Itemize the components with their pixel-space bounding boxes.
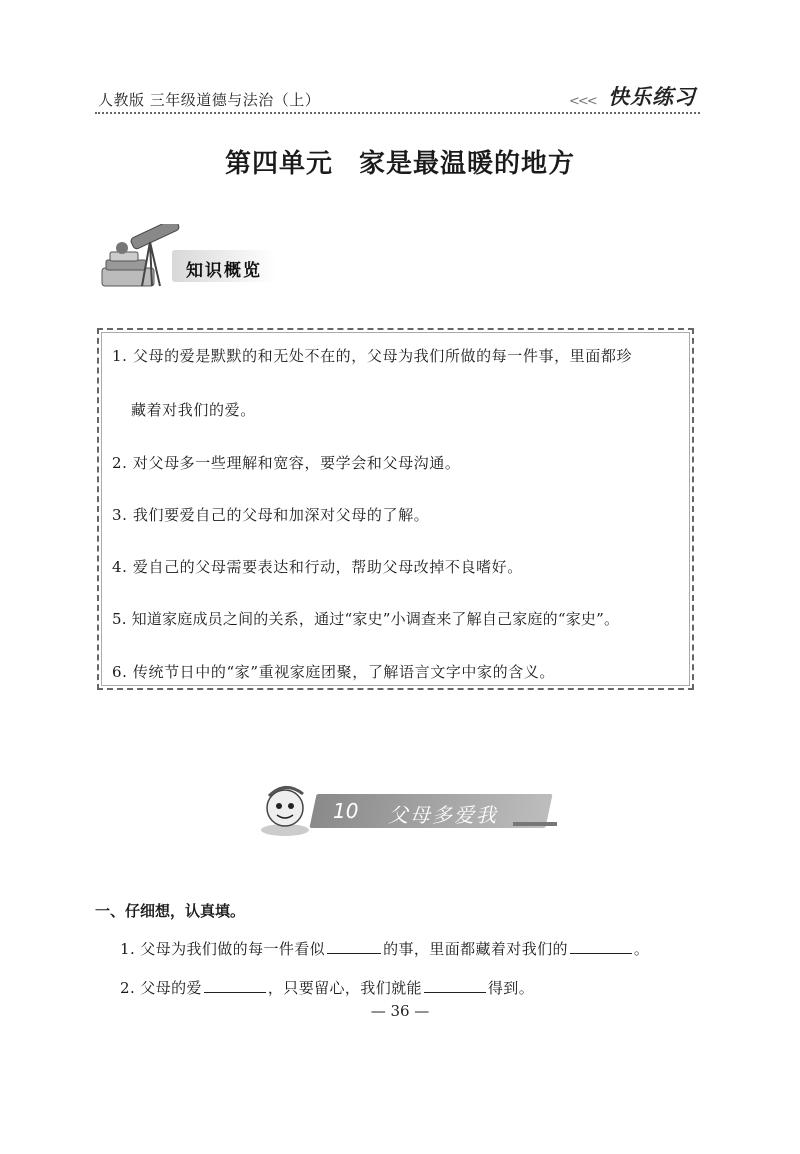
question-1-blank-2[interactable] xyxy=(570,939,632,954)
question-1-text-b: 的事，里面都藏着对我们的 xyxy=(383,940,568,958)
question-2-text-a: 2. 父母的爱 xyxy=(120,979,202,997)
page-number: — 36 — xyxy=(370,1002,430,1020)
unit-title xyxy=(0,143,800,180)
question-2-text-c: 得到。 xyxy=(487,979,535,997)
question-2-blank-1[interactable] xyxy=(204,978,266,993)
header-divider xyxy=(95,112,700,114)
knowledge-point-1-cont: 藏着对我们的爱。 xyxy=(131,401,256,419)
lesson-number: 10 xyxy=(333,799,359,823)
exercise-heading: 一、仔细想，认真填。 xyxy=(95,902,246,920)
unit-name: 家是最温暖的地方 xyxy=(359,149,576,179)
knowledge-overview-badge xyxy=(100,224,280,290)
question-1-text-c: 。 xyxy=(633,940,650,958)
unit-number: 第四单元 xyxy=(224,149,333,179)
page-header xyxy=(95,72,700,114)
knowledge-point-5: 5. 知道家庭成员之间的关系，通过“家史”小调查来了解自己家庭的“家史”。 xyxy=(112,610,620,628)
question-2-text-b: ，只要留心，我们就能 xyxy=(267,979,422,997)
lesson-title: 父母多爱我 xyxy=(388,803,498,827)
question-1-text-a: 1. 父母为我们做的每一件看似 xyxy=(120,940,326,958)
header-book-title: 人教版 三年级道德与法治（上） xyxy=(98,91,321,109)
knowledge-point-2: 2. 对父母多一些理解和宽容，要学会和父母沟通。 xyxy=(112,454,461,472)
knowledge-point-3: 3. 我们要爱自己的父母和加深对父母的了解。 xyxy=(112,506,430,524)
question-1-blank-1[interactable] xyxy=(327,939,381,954)
knowledge-point-1: 1. 父母的爱是默默的和无处不在的，父母为我们所做的每一件事，里面都珍 xyxy=(112,347,633,365)
knowledge-point-4: 4. 爱自己的父母需要表达和行动，帮助父母改掉不良嗜好。 xyxy=(112,558,523,576)
chevron-left-icon: <<< xyxy=(569,94,596,109)
cartoon-mascot-icon xyxy=(255,782,319,838)
knowledge-overview-label: 知识概览 xyxy=(186,261,262,281)
lesson-banner xyxy=(255,782,555,838)
lesson-bar-underline xyxy=(513,822,557,826)
question-2-blank-2[interactable] xyxy=(424,978,486,993)
question-1 xyxy=(120,938,649,959)
question-2 xyxy=(120,977,534,998)
header-series-title: 快乐练习 xyxy=(608,85,696,109)
knowledge-point-6: 6. 传统节日中的“家”重视家庭团聚，了解语言文字中家的含义。 xyxy=(112,663,556,681)
